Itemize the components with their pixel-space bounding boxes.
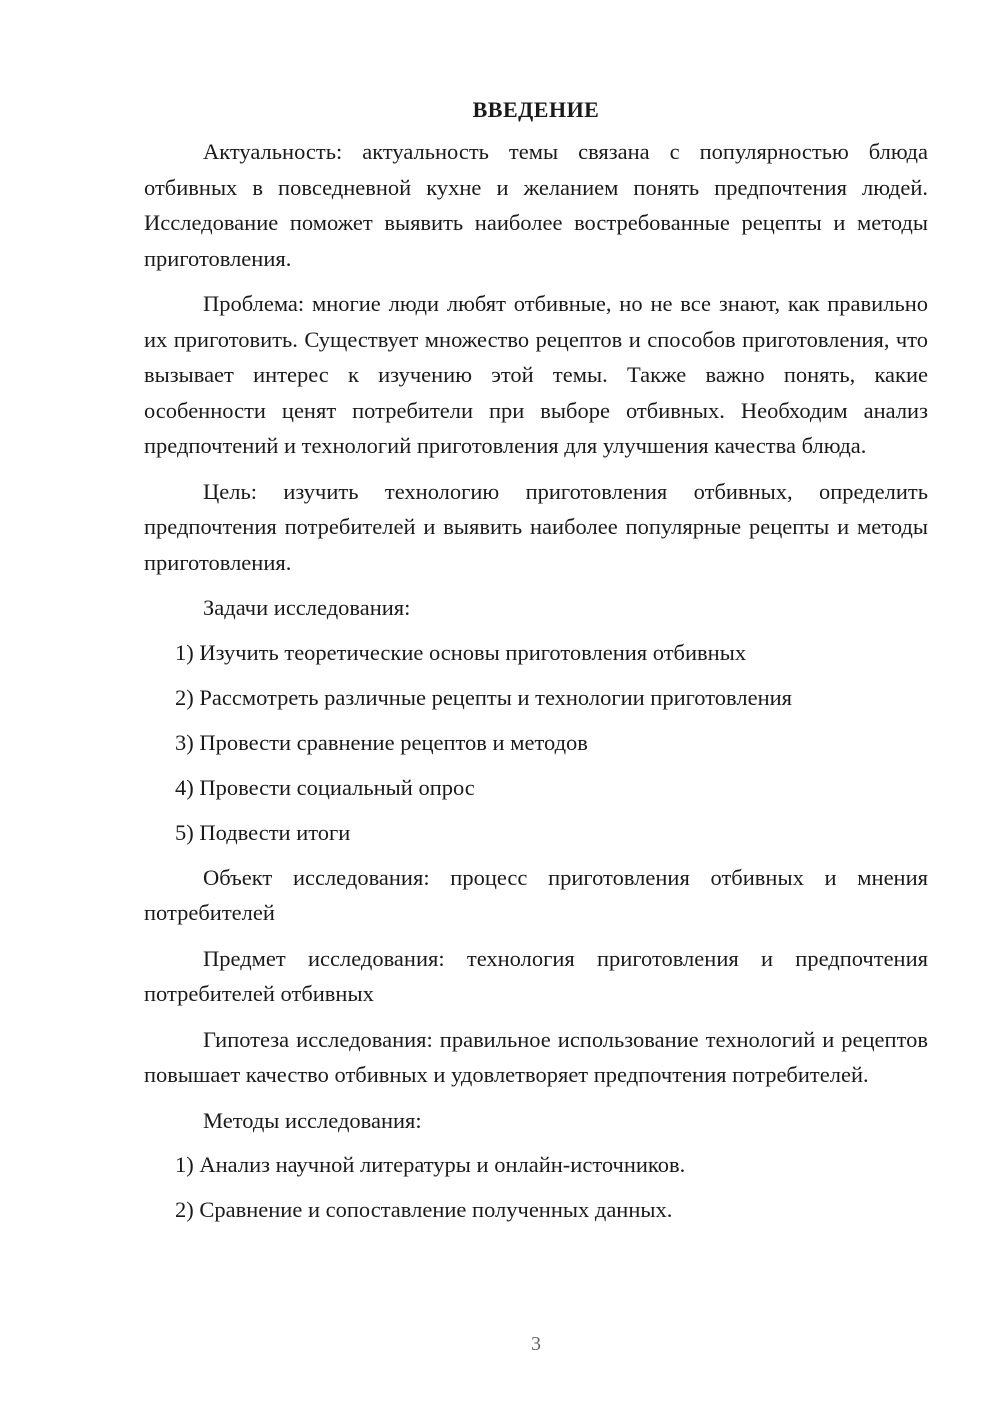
problem-paragraph: Проблема: многие люди любят отбивные, но не все знают, как правильно их приготовить. Существует множество рецептов и способов приготовления, что вызывает интерес к изучению этой темы. Также важно понять, какие особенности ценят потребители при выборе отбивных. Необходим анализ предпочтений и технологий приготовления для улучшения качества блюда. [144,291,928,458]
task-item: 5) Подвести итоги [175,819,351,845]
goal-paragraph: Цель: изучить технологию приготовления отбивных, определить предпочтения потребителей и выявить наиболее популярные рецепты и методы приготовления. [144,478,928,575]
subject-paragraph: Предмет исследования: технология приготовления и предпочтения потребителей отбивных [144,945,928,1006]
object-paragraph: Объект исследования: процесс приготовления отбивных и мнения потребителей [144,864,928,925]
relevance-paragraph: Актуальность: актуальность темы связана с популярностью блюда отбивных в повседневной кухне и желанием понять предпочтения людей. Исследование поможет выявить наиболее востребованные рецепты и методы приготовления. [144,139,928,271]
tasks-label: Задачи исследования: [203,595,411,620]
document-page [144,94,928,1237]
methods-list [144,1147,928,1228]
tasks-list [144,635,928,851]
task-item: 2) Рассмотреть различные рецепты и технологии приготовления [175,684,793,710]
method-item: 2) Сравнение и сопоставление полученных данных. [175,1197,673,1222]
page-number: 3 [531,1333,541,1355]
task-item: 3) Провести сравнение рецептов и методов [175,729,588,755]
task-item: 1) Изучить теоретические основы приготовления отбивных [175,639,747,665]
hypothesis-paragraph: Гипотеза исследования: правильное использование технологий и рецептов повышает качество отбивных и удовлетворяет предпочтения потребителей. [144,1026,928,1087]
task-item: 4) Провести социальный опрос [175,774,475,800]
section-title: ВВЕДЕНИЕ [472,97,600,122]
methods-label: Методы исследования: [203,1107,422,1133]
method-item: 1) Анализ научной литературы и онлайн-источников. [175,1152,686,1177]
